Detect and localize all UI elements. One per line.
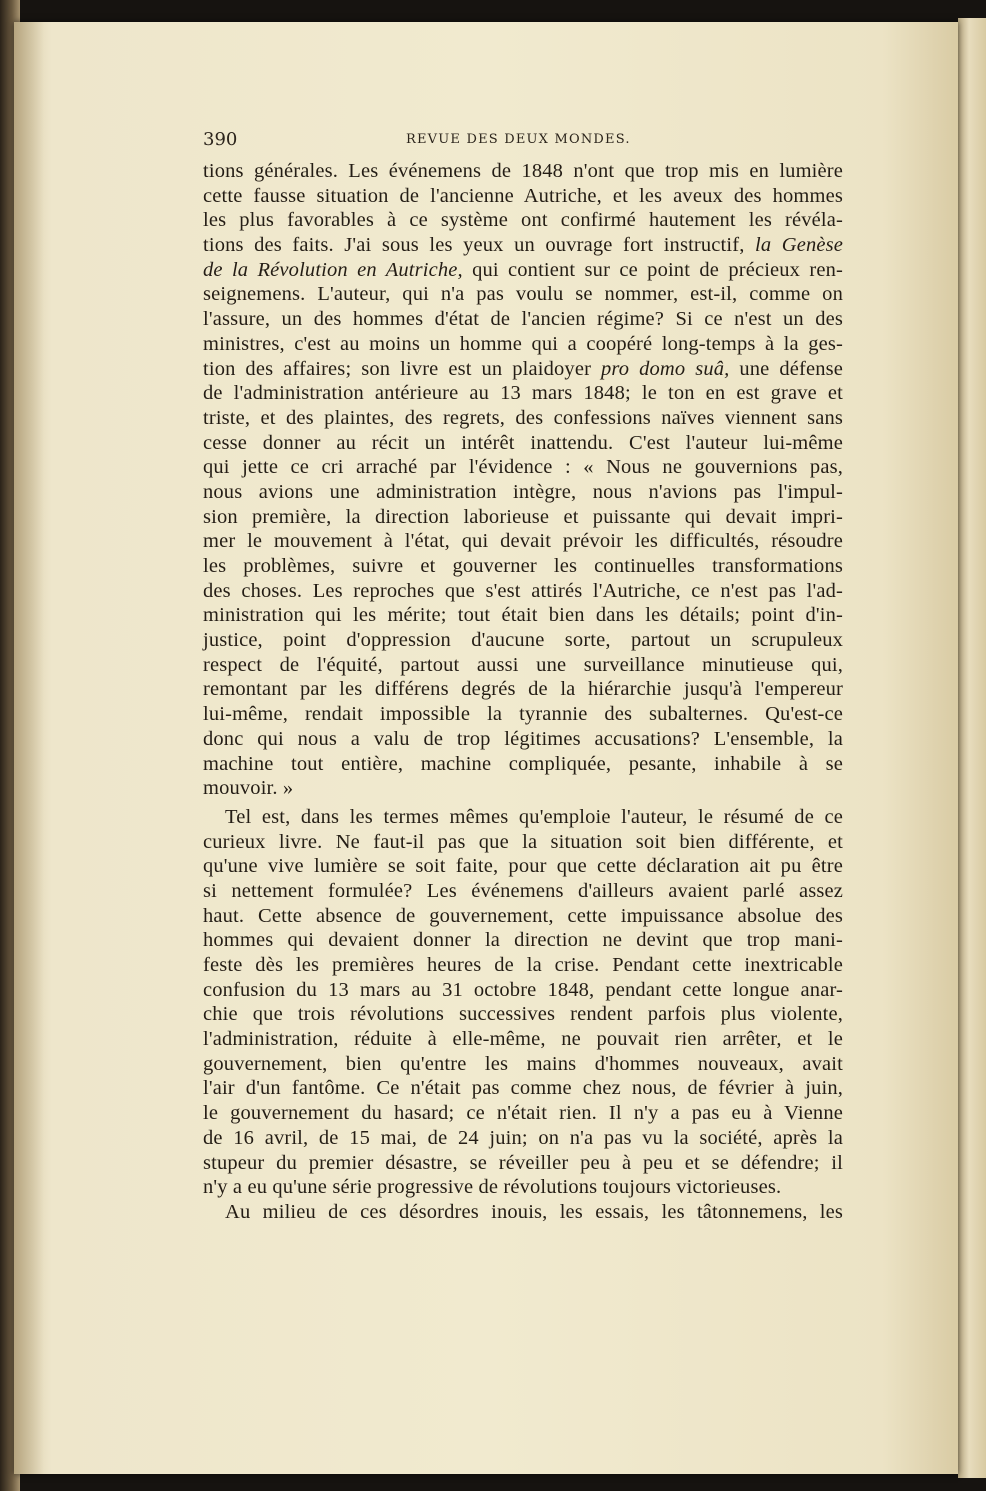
page-gutter-shadow xyxy=(14,22,44,1474)
latin-phrase-italic: pro domo suâ, xyxy=(601,357,730,380)
text-line: de l'administration antérieure au 13 mars 1848; le ton en est grave et xyxy=(203,382,843,405)
text-line: cesse donner au récit un intérêt inattendu. C'est l'auteur lui-même xyxy=(203,431,843,454)
text-run: tions des faits. J'ai sous les yeux un ouvrage fort instructif, xyxy=(203,234,755,257)
text-line: si nettement formulée? Les événemens d'ailleurs avaient parlé assez xyxy=(203,879,843,902)
text-line: l'administration, réduite à elle-même, ne pouvait rien arrêter, et le xyxy=(203,1028,843,1051)
text-line: qui jette ce cri arraché par l'évidence : « Nous ne gouvernions pas, xyxy=(203,456,843,479)
article-body xyxy=(203,159,843,1225)
page-number: 390 xyxy=(203,129,238,150)
book-title-italic: la Genèse xyxy=(755,234,843,257)
book-title-italic: de la Révolution en Autriche, xyxy=(203,258,463,281)
text-line: des choses. Les reproches que s'est attirés l'Autriche, ce n'est pas l'ad- xyxy=(203,579,843,602)
text-line: l'assure, un des hommes d'état de l'ancien régime? Si ce n'est un des xyxy=(203,308,843,331)
text-line: lui-même, rendait impossible la tyrannie des subalternes. Qu'est-ce xyxy=(203,703,843,726)
text-line: haut. Cette absence de gouvernement, cette impuissance absolue des xyxy=(203,904,843,927)
text-line: qu'une vive lumière se soit faite, pour que cette déclaration ait pu être xyxy=(203,855,843,878)
text-line: justice, point d'oppression d'aucune sorte, partout un scrupuleux xyxy=(203,629,843,652)
text-line: triste, et des plaintes, des regrets, des confessions naïves viennent sans xyxy=(203,406,843,429)
text-line: Tel est, dans les termes mêmes qu'emploie l'auteur, le résumé de ce xyxy=(225,805,843,828)
text-line: donc qui nous a valu de trop légitimes accusations? L'ensemble, la xyxy=(203,727,843,750)
paragraph-3 xyxy=(203,1200,843,1225)
text-run: une défense xyxy=(729,357,844,380)
text-line: feste dès les premières heures de la crise. Pendant cette inextricable xyxy=(203,954,843,976)
text-line: hommes qui devaient donner la direction ne devint que trop mani- xyxy=(203,929,843,952)
text-line xyxy=(203,233,843,258)
text-line: gouvernement, bien qu'entre les mains d'hommes nouveaux, avait xyxy=(203,1052,843,1075)
text-line: ministration qui les mérite; tout était bien dans les détails; point d'in- xyxy=(203,604,843,627)
paragraph-1 xyxy=(203,159,843,801)
paragraph-2 xyxy=(203,805,843,1200)
text-line: curieux livre. Ne faut-il pas que la situation soit bien différente, et xyxy=(203,830,843,853)
text-line: remontant par les différens degrés de la hiérarchie jusqu'à l'empereur xyxy=(203,678,843,701)
text-run: tion des affaires; son livre est un plaidoyer xyxy=(203,357,601,380)
text-line: tions générales. Les événemens de 1848 n'ont que trop mis en lumière xyxy=(203,160,843,182)
text-line: mouvoir. » xyxy=(203,777,294,800)
text-line: seignemens. L'auteur, qui n'a pas voulu se nommer, est-il, comme on xyxy=(203,283,843,306)
text-line: mer le mouvement à l'état, qui devait prévoir les difficultés, résoudre xyxy=(203,530,843,553)
text-line: stupeur du premier désastre, se réveiller peu à peu et se défendre; il xyxy=(203,1151,843,1174)
text-line: nous avions une administration intègre, nous n'avions pas l'impul- xyxy=(203,480,843,503)
text-line: Au milieu de ces désordres inouis, les essais, les tâtonnemens, les xyxy=(225,1200,843,1223)
page-header xyxy=(203,129,843,153)
text-line: cette fausse situation de l'ancienne Autriche, et les aveux des hommes xyxy=(203,184,843,207)
text-line: le gouvernement du hasard; ce n'était rien. Il n'y a pas eu à Vienne xyxy=(203,1102,843,1125)
running-title: REVUE DES DEUX MONDES. xyxy=(406,132,631,147)
text-line: l'air d'un fantôme. Ce n'était pas comme chez nous, de février à juin, xyxy=(203,1077,843,1100)
text-line: les problèmes, suivre et gouverner les continuelles transformations xyxy=(203,555,843,577)
text-line: les plus favorables à ce système ont confirmé hautement les révéla- xyxy=(203,209,843,232)
text-line: sion première, la direction laborieuse et puissante qui devait impri- xyxy=(203,505,843,528)
text-line: machine tout entière, machine compliquée, pesante, inhabile à se xyxy=(203,752,843,775)
text-line: ministres, c'est au moins un homme qui a coopéré long-temps à la ges- xyxy=(203,332,843,355)
text-line: respect de l'équité, partout aussi une surveillance minutieuse qui, xyxy=(203,653,843,676)
text-line: de 16 avril, de 15 mai, de 24 juin; on n'a pas vu la société, après la xyxy=(203,1126,843,1149)
text-line xyxy=(203,357,843,382)
text-run: qui contient sur ce point de précieux ren- xyxy=(462,258,843,281)
adjacent-page-edge xyxy=(958,18,986,1478)
text-line xyxy=(203,258,843,283)
text-line: n'y a eu qu'une série progressive de révolutions toujours victorieuses. xyxy=(203,1176,782,1199)
text-line: chie que trois révolutions successives rendent parfois plus violente, xyxy=(203,1003,843,1026)
text-line: confusion du 13 mars au 31 octobre 1848, pendant cette longue anar- xyxy=(203,978,843,1001)
